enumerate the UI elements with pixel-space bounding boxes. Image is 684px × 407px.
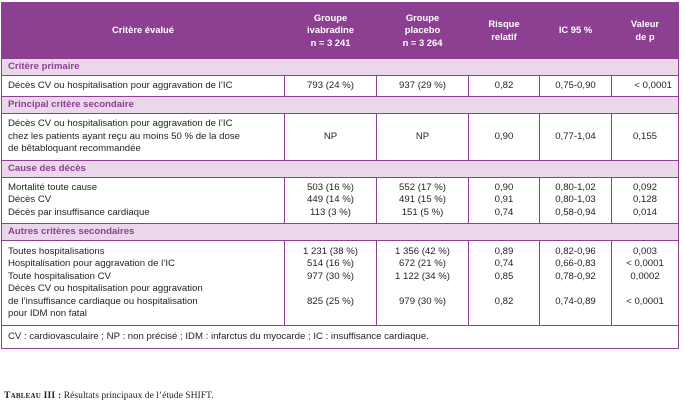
rr-cell: 0,89 0,74 0,85 0,82 <box>469 241 540 326</box>
ci-cell: 0,80-1,02 0,80-1,03 0,58-0,94 <box>540 177 612 224</box>
ci-cell: 0,75-0,90 <box>540 76 612 97</box>
header-p-value: Valeur de p <box>612 3 679 59</box>
criterion-cell: Décès CV ou hospitalisation pour aggravation de l’IC <box>2 76 285 97</box>
p-cell: < 0,0001 <box>612 76 679 97</box>
section-header-other-secondary: Autres critères secondaires <box>2 224 679 241</box>
table-row <box>2 76 679 97</box>
header-ci: IC 95 % <box>540 3 612 59</box>
ci-cell: 0,82-0,96 0,66-0,83 0,78-0,92 0,74-0,89 <box>540 241 612 326</box>
caption-label: Tableau III : <box>4 390 62 401</box>
table-row <box>2 177 679 224</box>
p-cell: 0,003 < 0,0001 0,0002 < 0,0001 <box>612 241 679 326</box>
criterion-cell: Toutes hospitalisations Hospitalisation pour aggravation de l’IC Toute hospitalisation CV Décès CV ou hospitalisation pour aggravation de l’insuffisance cardiaque ou hospitalisation pour IDM non fatal <box>2 241 285 326</box>
table-caption <box>4 390 214 401</box>
header-ivabradine: Groupe ivabradine n = 3 241 <box>285 3 377 59</box>
criterion-cell: Mortalité toute cause Décès CV Décès par insuffisance cardiaque <box>2 177 285 224</box>
header-placebo: Groupe placebo n = 3 264 <box>377 3 469 59</box>
ivabradine-cell: 793 (24 %) <box>285 76 377 97</box>
rr-cell: 0,90 <box>469 114 540 161</box>
header-relative-risk: Risque relatif <box>469 3 540 59</box>
caption-text: Résultats principaux de l’étude SHIFT. <box>61 390 214 401</box>
placebo-cell: NP <box>377 114 469 161</box>
criterion-cell: Décès CV ou hospitalisation pour aggravation de l’IC chez les patients ayant reçu au moins 50 % de la dose de bêtabloquant recommandée <box>2 114 285 161</box>
section-header-primary: Critère primaire <box>2 59 679 76</box>
p-cell: 0,092 0,128 0,014 <box>612 177 679 224</box>
ci-cell: 0,77-1,04 <box>540 114 612 161</box>
footnote-row <box>2 326 679 349</box>
ivabradine-cell: 503 (16 %) 449 (14 %) 113 (3 %) <box>285 177 377 224</box>
table-row <box>2 114 679 161</box>
section-header-secondary-main: Principal critère secondaire <box>2 97 679 114</box>
table-row <box>2 241 679 326</box>
header-criterion: Critère évalué <box>2 3 285 59</box>
placebo-cell: 1 356 (42 %) 672 (21 %) 1 122 (34 %) 979 (30 %) <box>377 241 469 326</box>
section-header-causes: Cause des décès <box>2 160 679 177</box>
footnote: CV : cardiovasculaire ; NP : non précisé ; IDM : infarctus du myocarde ; IC : insuffisance cardiaque. <box>2 326 679 349</box>
rr-cell: 0,90 0,91 0,74 <box>469 177 540 224</box>
ivabradine-cell: NP <box>285 114 377 161</box>
ivabradine-cell: 1 231 (38 %) 514 (16 %) 977 (30 %) 825 (25 %) <box>285 241 377 326</box>
rr-cell: 0,82 <box>469 76 540 97</box>
placebo-cell: 552 (17 %) 491 (15 %) 151 (5 %) <box>377 177 469 224</box>
placebo-cell: 937 (29 %) <box>377 76 469 97</box>
results-table <box>1 2 679 349</box>
header-row <box>2 3 679 59</box>
p-cell: 0,155 <box>612 114 679 161</box>
